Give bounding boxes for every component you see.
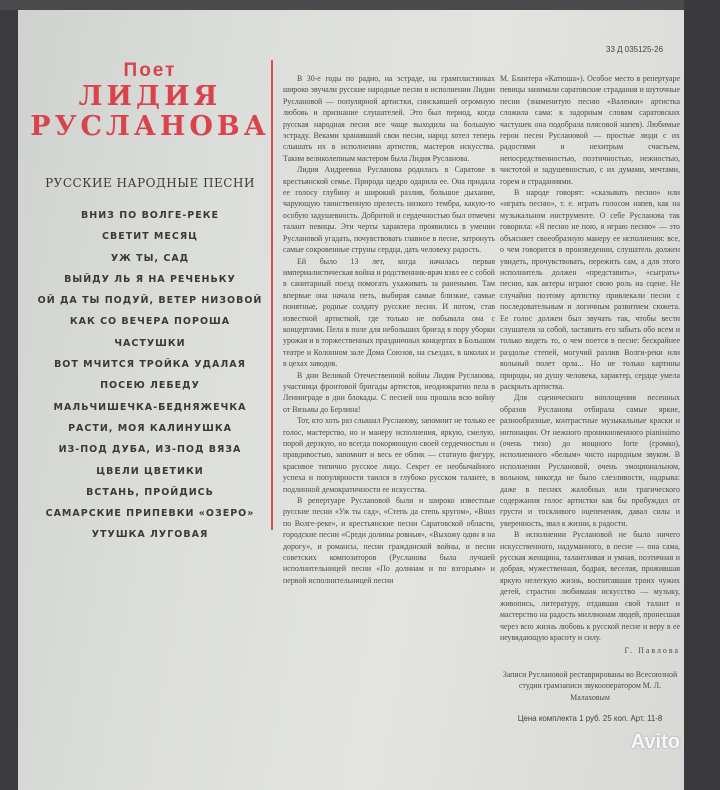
article-column-2 xyxy=(500,73,680,754)
paragraph: М. Блантера «Катюша»). Особое место в репертуаре певицы занимали саратовские страдания и шуточные песни (знаменитую песню «Валенки» артистка сложила сама: к задорным словам саратовских частушек она подобрала плясовой напев). Любимые герои песен Руслановой — простые люди с их радостями и нехитрым счастьем, непосредственностью, поэтичностью, нежностью, чистотой и задушевностью, с их думами, мечтами, горем и страданиями. xyxy=(500,74,680,186)
avito-watermark: Avito xyxy=(630,731,680,754)
title-panel xyxy=(30,60,270,546)
track-item: КАК СО ВЕЧЕРА ПОРОША xyxy=(69,316,231,328)
artist-name-first: ЛИДИЯ xyxy=(78,81,222,112)
track-item: ВСТАНЬ, ПРОЙДИСЬ xyxy=(86,486,214,498)
article-column-1 xyxy=(283,73,495,586)
red-divider xyxy=(271,60,273,530)
background-right xyxy=(684,0,720,790)
poet-label: Поет xyxy=(123,60,177,81)
paragraph: В репертуаре Руслановой были и широко известные русские песни «Уж ты сад», «Степь да степь кругом», «Вниз по Волге-реке», и крестьянские песни Саратовской области, городские песни «Среди долины ровныя», «Выхожу один я на дорогу», и романсы, песни гражданской войны, и песни советских композиторов (Русланова была лучшей исполнительницей песни «По долинам и по взгорьям» и первой исполнительницей песни xyxy=(283,496,495,585)
track-item: ВЫЙДУ ЛЬ Я НА РЕЧЕНЬКУ xyxy=(64,273,236,285)
track-item: ВОТ МЧИТСЯ ТРОЙКА УДАЛАЯ xyxy=(54,359,246,371)
paragraph: Тот, кто хоть раз слышал Русланову, запомнит не только ее голос, мастерство, но и манеру исполнения, яркую, смелую, порой дерзкую, но всегда покоряющую своей сердечностью и правдивостью, запомнит и весь ее облик — статную фигуру, красивое типично русское лицо. Секрет ее необычайного успеха и популярности таился в глубоко русском таланте, в подлинной демократичности ее искусства. xyxy=(283,416,495,494)
track-item: ВНИЗ ПО ВОЛГЕ-РЕКЕ xyxy=(81,210,219,221)
paragraph: Для сценического воплощения песенных образов Русланова отбирала самые яркие, разнообразные, контрастные музыкальные краски и интонации. От нежного проникновенного pianissimo (очень тихо) до мощного forte (громко), исполненного «белым» чисто народным звуком. В исполнении Руслановой, очень эмоциональном, вольном, никогда не было слезливости, надрыва: даже в песнях жалобных или трагического содержания голос артистки как бы пробуждал от грусти и тоскливого оцепенения, давал силы и уверенность, звал к жизни, к радости. xyxy=(500,393,680,528)
track-item: УЖ ТЫ, САД xyxy=(110,252,190,264)
catalog-number: 33 Д 035125-26 xyxy=(606,45,664,54)
paragraph: Лидия Андреевна Русланова родилась в Саратове в крестьянской семье. Природа щедро одарила ее. Она придала ее голосу глубину и широкий разлив, большое дыхание, чарующую таинственную прелесть низкого тембра, какую-то особую задушевность. Добротой и сердечностью был отмечен талант певицы. Эти черты характера проявились в умении Руслановой угадать, почувствовать главное в песне, затронуть самые сокровенные струны сердца, дать человеку радость. xyxy=(283,165,495,255)
track-item: ОЙ ДА ТЫ ПОДУЙ, ВЕТЕР НИЗОВОЙ xyxy=(37,295,263,307)
price-line: Цена комплекта 1 руб. 25 коп. Арт. 11-8 xyxy=(517,713,663,723)
track-item: МАЛЬЧИШЕЧКА-БЕДНЯЖЕЧКА xyxy=(53,401,247,413)
artist-name-last: РУСЛАНОВА xyxy=(30,111,270,142)
track-item: ЦВЕЛИ ЦВЕТИКИ xyxy=(96,465,204,477)
track-item: ЧАСТУШКИ xyxy=(114,337,186,349)
track-item: СВЕТИТ МЕСЯЦ xyxy=(102,231,198,243)
track-item: РАСТИ, МОЯ КАЛИНУШКА xyxy=(68,422,232,434)
paragraph: Ей было 13 лет, когда началась первая империалистическая война и родственник-врач взял ее с собой в санитарный поезд помогать ухаживать за ранеными. Там впервые она начала петь, выбирая самые близкие, самые понятные, родные солдату русские песни. И потом, став известной артисткой, где только не побывала она с концертами. Пела в поле для небольших бригад в пору уборки урожая и в торжественных праздничных концертах в Большом театре и Колонном зале Дома Союзов, на съездах, в школах и в цехах заводов. xyxy=(283,256,495,369)
paragraph: В народе говорят: «сказывать песню» или «играть песню», т. е. играть голосом напев, как на музыкальном инструменте. О себе Русланова так говорила: «Я песню не пою, я играю песню» — это объясняет своеобразную манеру ее исполнения: все, о чем говорится в произведении, слушатель должен увидеть, прочувствовать, пережить сам, а для этого исполнитель должен «представить», «сыграть» песню, как актеры играют свою роль на сцене. Не случайно поэтому артистку привлекали песни с последовательным и логичным развитием сюжета. Ее голос должен был звучать так, чтобы вести слушателя за собой, заставить его забыть обо всем и только видеть то, о чем поется в песне: бескрайнее раздолье степей, могучий разлив Волги-реки или вольный полет орла... Но не только картины природы, но душу человека, характер, сердце умела раскрыть артистка. xyxy=(500,188,680,391)
restoration-note: Записи Руслановой реставрированы во Всесоюзной студии грамзаписи звукооператором М. Л. Малаховым xyxy=(502,669,678,702)
author-signature: Г. Павлова xyxy=(624,646,680,656)
paragraph: В 30-е годы по радио, на эстраде, на грампластинках широко звучали русские народные песни в исполнении Лидии Руслановой — популярной артистки, снискавшей огромную любовь и признание слушателей. Это был период, когда русская народная песня все чаще выходила на большую эстраду. Веками хранивший свои песни, народ хотел теперь слышать их в исполнении артистов, мастеров искусства. Таким великолепным мастером была Лидия Русланова. xyxy=(283,74,495,163)
background-top xyxy=(0,0,720,10)
track-item: ПОСЕЮ ЛЕБЕДУ xyxy=(100,380,200,392)
paragraph: В исполнении Руслановой не было ничего искусственного, надуманного, в песне — она сама, русская женщина, талантливая и умная, поэтичная и добрая, мужественная, бодрая, веселая, прожившая яркую нелегкую жизнь, воспитавшая троих чужих детей, страстно любившая искусство — музыку, живопись, литературу, отдавшая свой талант и мастерство на радость миллионам людей, пронесшая через всю жизнь любовь к русской песне и веру в ее неувядающую красоту и силу. xyxy=(500,530,680,642)
track-item: САМАРСКИЕ ПРИПЕВКИ «ОЗЕРО» xyxy=(45,508,255,520)
paragraph: В дни Великой Отечественной войны Лидия Русланова, участница фронтовой бригады артистов, неоднократно пела в Ленинграде в дни блокады. С песней она прошла всю войну от Вязьмы до Берлина! xyxy=(283,370,495,414)
track-list xyxy=(30,205,270,546)
track-item: ИЗ-ПОД ДУБА, ИЗ-ПОД ВЯЗА xyxy=(58,444,242,456)
album-subtitle: РУССКИЕ НАРОДНЫЕ ПЕСНИ xyxy=(45,176,255,190)
track-item: УТУШКА ЛУГОВАЯ xyxy=(91,529,209,541)
